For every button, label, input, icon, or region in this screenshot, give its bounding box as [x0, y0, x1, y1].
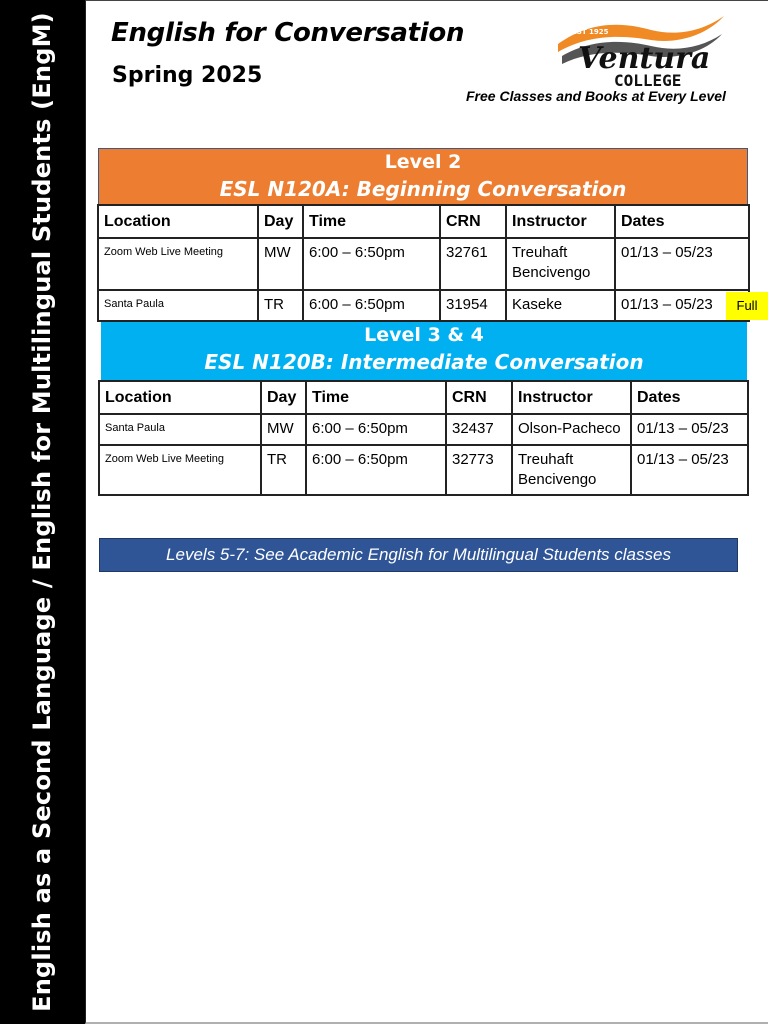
- cell-dates: 01/13 – 05/23: [615, 290, 749, 321]
- cell-time: 6:00 – 6:50pm: [306, 445, 446, 495]
- col-instructor: Instructor: [506, 205, 615, 238]
- cell-crn: 32773: [446, 445, 512, 495]
- col-day: Day: [261, 381, 306, 414]
- cell-dates: 01/13 – 05/23: [631, 445, 748, 495]
- logo-est: EST 1925: [572, 28, 609, 36]
- instructor-line: Treuhaft: [518, 451, 574, 468]
- level-label: Level 2: [384, 151, 462, 173]
- cell-crn: 32437: [446, 414, 512, 445]
- table-header-row: [98, 205, 749, 238]
- cell-instructor: [506, 238, 615, 290]
- cell-location: Zoom Web Live Meeting: [99, 445, 261, 495]
- course-title: ESL N120B: Intermediate Conversation: [204, 350, 644, 374]
- logo-college: COLLEGE: [614, 71, 682, 90]
- term-label: Spring 2025: [112, 63, 263, 88]
- ventura-college-logo: [556, 14, 726, 90]
- cell-time: 6:00 – 6:50pm: [306, 414, 446, 445]
- cell-instructor: Kaseke: [506, 290, 615, 321]
- col-instructor: Instructor: [512, 381, 631, 414]
- table-row: [99, 414, 748, 445]
- col-dates: Dates: [615, 205, 749, 238]
- cell-crn: 32761: [440, 238, 506, 290]
- cell-time: 6:00 – 6:50pm: [303, 290, 440, 321]
- table-header-row: [99, 381, 748, 414]
- page-title: English for Conversation: [111, 18, 465, 48]
- schedule-table-level-2: [97, 204, 750, 322]
- cell-dates: 01/13 – 05/23: [615, 238, 749, 290]
- cell-location: Santa Paula: [99, 414, 261, 445]
- col-location: Location: [98, 205, 258, 238]
- cell-location: Zoom Web Live Meeting: [98, 238, 258, 290]
- course-title: ESL N120A: Beginning Conversation: [219, 177, 627, 201]
- cell-instructor: [512, 445, 631, 495]
- cell-instructor: Olson-Pacheco: [512, 414, 631, 445]
- col-dates: Dates: [631, 381, 748, 414]
- logo-script: Ventura: [578, 41, 711, 76]
- tagline: Free Classes and Books at Every Level: [466, 88, 726, 104]
- col-day: Day: [258, 205, 303, 238]
- cell-location: Santa Paula: [98, 290, 258, 321]
- schedule-table-level-3-4: [98, 380, 749, 496]
- cell-day: MW: [258, 238, 303, 290]
- level-3-4-header: [101, 322, 747, 380]
- col-time: Time: [306, 381, 446, 414]
- level-2-header: [98, 148, 748, 205]
- instructor-line: Bencivengo: [512, 264, 591, 281]
- col-time: Time: [303, 205, 440, 238]
- sidebar-title: English as a Second Language / English for Multilingual Students (EngM): [28, 12, 56, 1012]
- table-row: [98, 290, 749, 321]
- col-location: Location: [99, 381, 261, 414]
- instructor-line: Bencivengo: [518, 471, 597, 488]
- col-crn: CRN: [446, 381, 512, 414]
- full-badge: Full: [726, 292, 768, 320]
- cell-dates: 01/13 – 05/23: [631, 414, 748, 445]
- levels-5-7-note: Levels 5-7: See Academic English for Multilingual Students classes: [99, 538, 738, 572]
- table-row: [98, 238, 749, 290]
- col-crn: CRN: [440, 205, 506, 238]
- table-row: [99, 445, 748, 495]
- cell-time: 6:00 – 6:50pm: [303, 238, 440, 290]
- cell-day: TR: [261, 445, 306, 495]
- level-label: Level 3 & 4: [364, 324, 484, 346]
- sidebar: [0, 0, 85, 1024]
- instructor-line: Treuhaft: [512, 244, 568, 261]
- cell-crn: 31954: [440, 290, 506, 321]
- cell-day: TR: [258, 290, 303, 321]
- cell-day: MW: [261, 414, 306, 445]
